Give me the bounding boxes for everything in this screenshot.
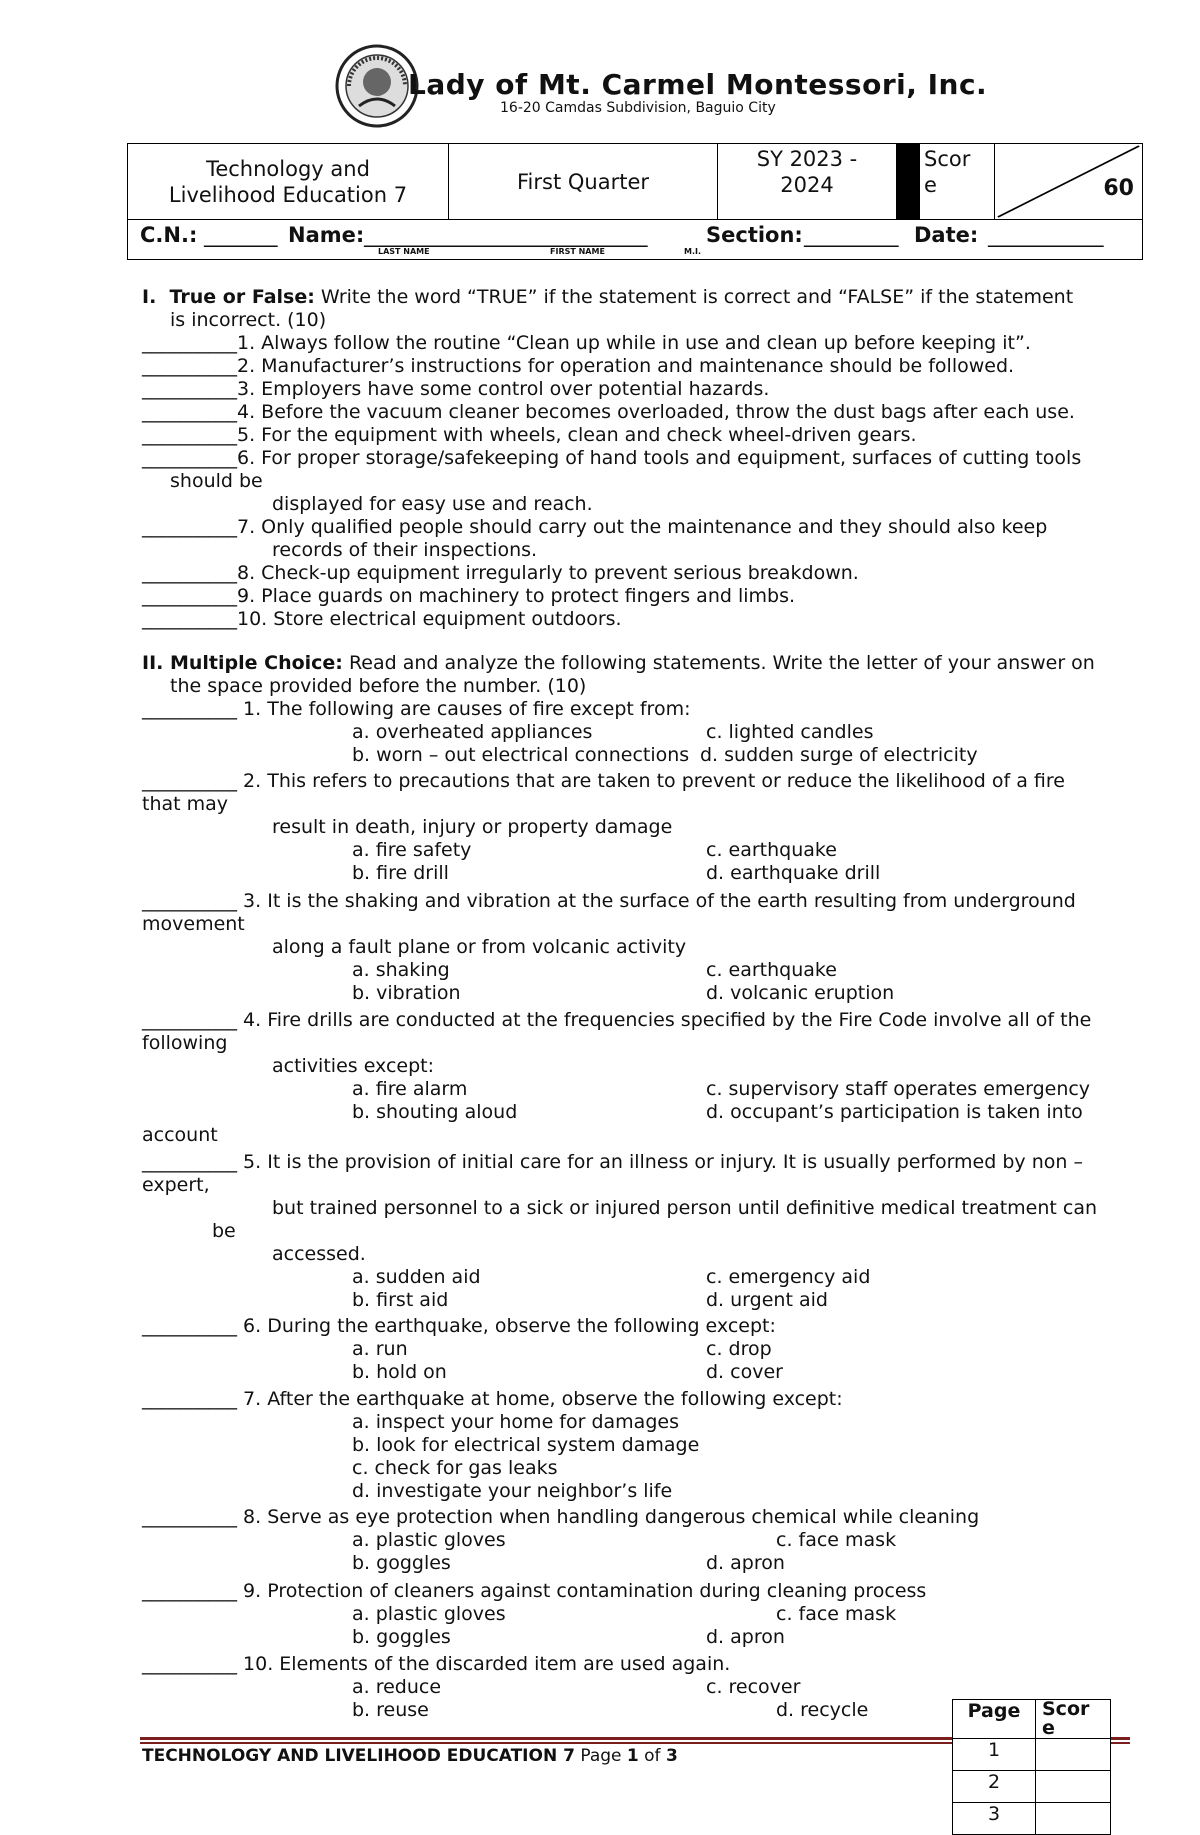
option-c: c. supervisory staff operates emergency (706, 1078, 1091, 1100)
page-score-table (952, 1699, 1111, 1835)
option-b: b. fire drill (352, 862, 449, 884)
subject-cell (128, 144, 449, 220)
answer-blank[interactable]: __________ (142, 1009, 237, 1031)
answer-blank[interactable]: __________ (142, 516, 237, 538)
option-d: d. apron (706, 1626, 785, 1648)
option-c: c. recover (706, 1676, 801, 1698)
option-b: b. shouting aloud (352, 1101, 518, 1123)
question-text: 4. Fire drills are conducted at the frequencies specified by the Fire Code involve all of the (243, 1009, 1092, 1031)
answer-blank[interactable]: __________ (142, 447, 237, 469)
mi-caption: M.I. (684, 247, 702, 256)
answer-blank[interactable]: __________ (142, 355, 237, 377)
score-header-2: e (1042, 1717, 1055, 1739)
answer-blank[interactable]: __________ (142, 401, 237, 423)
score-label-cell (920, 144, 995, 220)
school-seal-logo (335, 44, 419, 128)
option-a: a. sudden aid (352, 1266, 481, 1288)
question-text: 10. Elements of the discarded item are used again. (243, 1653, 731, 1675)
answer-blank[interactable]: __________ (142, 770, 237, 792)
tf-item-5 (142, 424, 917, 447)
option-d: d. apron (706, 1552, 785, 1574)
subject-line2: Livelihood Education 7 (168, 182, 408, 207)
part2-instruction: Read and analyze the following statements. Write the letter of your answer on (342, 652, 1095, 674)
question-text: 1. The following are causes of fire except from: (243, 698, 691, 720)
question-text: 6. During the earthquake, observe the following except: (243, 1315, 776, 1337)
tf-item-text: 4. Before the vacuum cleaner becomes overloaded, throw the dust bags after each use. (237, 401, 1075, 423)
part1-instruction: Write the word “TRUE” if the statement is correct and “FALSE” if the statement (314, 286, 1074, 308)
question-text: 8. Serve as eye protection when handling dangerous chemical while cleaning (243, 1506, 980, 1528)
page-number-cell: 2 (953, 1771, 1036, 1803)
option-d: d. volcanic eruption (706, 982, 895, 1004)
footer-page-total: 3 (665, 1746, 678, 1766)
part1-number: I. (142, 286, 157, 308)
date-label: Date: (914, 223, 979, 247)
option-a: a. plastic gloves (352, 1529, 506, 1551)
footer-page-num: 1 (626, 1746, 639, 1766)
tf-item-4 (142, 401, 1075, 424)
option-c: c. lighted candles (706, 721, 874, 743)
question-wrap-2: be (212, 1220, 236, 1242)
option-b: b. first aid (352, 1289, 449, 1311)
tf-item-text: 6. For proper storage/safekeeping of hand tools and equipment, surfaces of cutting tools (237, 447, 1082, 469)
option-c: c. face mask (776, 1603, 897, 1625)
mc-question-8 (142, 1506, 979, 1529)
tf-item-8 (142, 562, 859, 585)
option-a: a. plastic gloves (352, 1603, 506, 1625)
tf-item-2 (142, 355, 1014, 378)
tf-item-6-cont2: displayed for easy use and reach. (272, 493, 593, 515)
quarter-cell: First Quarter (449, 144, 718, 220)
score-value-cell (995, 144, 1143, 220)
score-input-cell[interactable] (1036, 1771, 1111, 1803)
question-wrap: following (142, 1032, 228, 1054)
question-cont: but trained personnel to a sick or injured person until definitive medical treatment can (272, 1197, 1098, 1219)
answer-blank[interactable]: __________ (142, 1315, 237, 1337)
option-c: c. drop (706, 1338, 772, 1360)
option-c: c. earthquake (706, 959, 837, 981)
tf-item-text: 5. For the equipment with wheels, clean and check wheel-driven gears. (237, 424, 917, 446)
score-header-1: Scor (1042, 1698, 1090, 1720)
option-b: b. goggles (352, 1552, 451, 1574)
subject-line1: Technology and (206, 156, 370, 181)
answer-blank[interactable]: __________ (142, 1388, 237, 1410)
school-address: 16-20 Camdas Subdivision, Baguio City (500, 100, 776, 116)
tf-item-7-cont: records of their inspections. (272, 539, 538, 561)
tf-item-text: 10. Store electrical equipment outdoors. (237, 608, 622, 630)
tf-item-text: 1. Always follow the routine “Clean up while in use and clean up before keeping it”. (237, 332, 1031, 354)
option-b: b. look for electrical system damage (352, 1434, 700, 1456)
option-b: b. hold on (352, 1361, 447, 1383)
school-year-cell (718, 144, 897, 220)
part1-instruction-cont: is incorrect. (10) (170, 309, 327, 331)
option-a: a. shaking (352, 959, 450, 981)
last-name-caption: LAST NAME (378, 247, 430, 256)
part2-heading (142, 652, 1095, 675)
option-b: b. reuse (352, 1699, 429, 1721)
mc-question-2 (142, 770, 1065, 793)
tf-item-text: 9. Place guards on machinery to protect fingers and limbs. (237, 585, 796, 607)
tf-item-10 (142, 608, 622, 631)
sy-line2: 2024 (780, 173, 834, 197)
question-text: 5. It is the provision of initial care for an illness or injury. It is usually performed by non – (243, 1151, 1083, 1173)
tf-item-1 (142, 332, 1031, 355)
tf-item-7 (142, 516, 1047, 539)
option-a: a. reduce (352, 1676, 442, 1698)
question-wrap: expert, (142, 1174, 210, 1196)
mc-question-5 (142, 1151, 1083, 1174)
answer-blank[interactable]: __________ (142, 424, 237, 446)
part1-heading (142, 286, 1073, 309)
option-a: a. fire alarm (352, 1078, 468, 1100)
answer-blank[interactable]: __________ (142, 1653, 237, 1675)
question-text: 3. It is the shaking and vibration at the surface of the earth resulting from underground (243, 890, 1076, 912)
footer-page-word: Page (574, 1746, 627, 1766)
section-label: Section: (706, 223, 803, 247)
question-cont: along a fault plane or from volcanic activity (272, 936, 687, 958)
tf-item-6-cont1: should be (170, 470, 263, 492)
footer-subject: TECHNOLOGY AND LIVELIHOOD EDUCATION 7 (142, 1746, 575, 1766)
option-d: d. occupant’s participation is taken into (706, 1101, 1083, 1123)
date-blank[interactable]: ___________ (988, 223, 1104, 247)
mc-question-4 (142, 1009, 1091, 1032)
question-text: 7. After the earthquake at home, observe the following except: (243, 1388, 843, 1410)
option-a: a. run (352, 1338, 408, 1360)
option-d: d. cover (706, 1361, 783, 1383)
option-c: c. check for gas leaks (352, 1457, 558, 1479)
black-divider (897, 144, 920, 220)
cn-blank[interactable]: _______ (204, 223, 278, 247)
option-c: c. emergency aid (706, 1266, 871, 1288)
mc-question-6 (142, 1315, 776, 1338)
option-d: d. urgent aid (706, 1289, 828, 1311)
option-d: d. recycle (776, 1699, 869, 1721)
question-wrap: movement (142, 913, 245, 935)
part2-title: II. Multiple Choice: (142, 652, 343, 674)
option-d: d. earthquake drill (706, 862, 881, 884)
option-b: b. worn – out electrical connections (352, 744, 690, 766)
total-score: 60 (1103, 176, 1134, 201)
score-column-header (1036, 1700, 1111, 1739)
option-b: b. vibration (352, 982, 461, 1004)
question-cont: result in death, injury or property damage (272, 816, 673, 838)
footer-of-word: of (638, 1746, 666, 1766)
answer-blank[interactable]: __________ (142, 1580, 237, 1602)
option-c: c. earthquake (706, 839, 837, 861)
tf-item-text: 3. Employers have some control over potential hazards. (237, 378, 770, 400)
answer-blank[interactable]: __________ (142, 698, 237, 720)
score-input-cell[interactable] (1036, 1739, 1111, 1771)
tf-item-text: 2. Manufacturer’s instructions for operation and maintenance should be followed. (237, 355, 1015, 377)
mc-question-10 (142, 1653, 730, 1676)
answer-blank[interactable]: __________ (142, 585, 237, 607)
option-a: a. inspect your home for damages (352, 1411, 679, 1433)
sy-line1: SY 2023 - (756, 147, 858, 171)
page-column-header: Page (953, 1700, 1036, 1739)
question-text: 9. Protection of cleaners against contamination during cleaning process (243, 1580, 927, 1602)
answer-blank[interactable]: __________ (142, 1506, 237, 1528)
exam-header-table (127, 143, 1143, 220)
school-name: Lady of Mt. Carmel Montessori, Inc. (408, 68, 988, 101)
question-cont-2: accessed. (272, 1243, 366, 1265)
question-wrap: that may (142, 793, 229, 815)
score-label-2: e (924, 173, 937, 197)
option-a: a. overheated appliances (352, 721, 593, 743)
answer-blank[interactable]: __________ (142, 332, 237, 354)
first-name-caption: FIRST NAME (550, 247, 605, 256)
mc-question-7 (142, 1388, 843, 1411)
mc-question-3 (142, 890, 1076, 913)
name-blank[interactable]: ___________________________ (364, 223, 648, 247)
page-number-cell: 3 (953, 1803, 1036, 1835)
answer-blank[interactable]: __________ (142, 1151, 237, 1173)
answer-blank[interactable]: __________ (142, 608, 237, 630)
name-label: Name: (288, 223, 365, 247)
tf-item-text: 8. Check-up equipment irregularly to prevent serious breakdown. (237, 562, 859, 584)
page-number-cell: 1 (953, 1739, 1036, 1771)
score-label-1: Scor (924, 147, 971, 171)
tf-item-9 (142, 585, 795, 608)
answer-blank[interactable]: __________ (142, 562, 237, 584)
question-text: 2. This refers to precautions that are taken to prevent or reduce the likelihood of a fire (243, 770, 1065, 792)
cn-label: C.N.: (140, 223, 198, 247)
page-footer (142, 1746, 678, 1766)
question-cont: activities except: (272, 1055, 435, 1077)
option-c: c. face mask (776, 1529, 897, 1551)
mc-question-1 (142, 698, 690, 721)
mc-question-9 (142, 1580, 926, 1603)
option-a: a. fire safety (352, 839, 472, 861)
part1-title: True or False: (169, 286, 315, 308)
student-info-row (127, 220, 1143, 260)
part2-instruction-cont: the space provided before the number. (10) (170, 675, 587, 697)
option-wrap: account (142, 1124, 218, 1146)
option-d: d. investigate your neighbor’s life (352, 1480, 673, 1502)
tf-item-6 (142, 447, 1081, 470)
score-input-cell[interactable] (1036, 1803, 1111, 1835)
answer-blank[interactable]: __________ (142, 378, 237, 400)
tf-item-3 (142, 378, 769, 401)
tf-item-text: 7. Only qualified people should carry out the maintenance and they should also keep (237, 516, 1048, 538)
answer-blank[interactable]: __________ (142, 890, 237, 912)
option-d: d. sudden surge of electricity (700, 744, 978, 766)
option-b: b. goggles (352, 1626, 451, 1648)
section-blank[interactable]: _________ (804, 223, 899, 247)
